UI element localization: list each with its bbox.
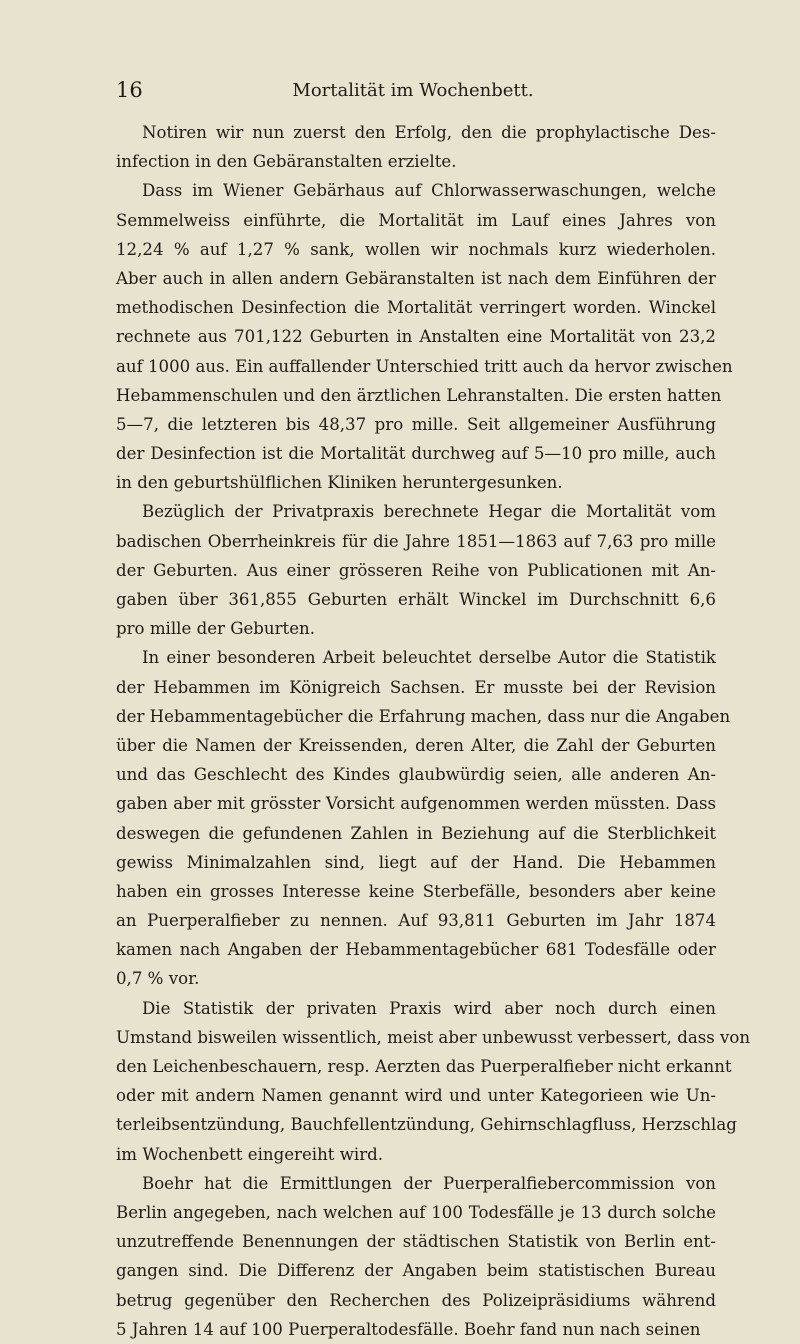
text-line: terleibsentzündung, Bauchfellentzündung, Gehirnschlagfluss, Herzschlag	[116, 1115, 737, 1135]
text-line: haben ein grosses Interesse keine Sterbefälle, besonders aber keine	[116, 881, 716, 901]
text-line: gaben über 361,855 Geburten erhält Winckel im Durchschnitt 6,6	[116, 590, 716, 609]
text-line: im Wochenbett eingereiht wird.	[116, 1144, 384, 1164]
text-line: und das Geschlecht des Kindes glaubwürdig seien, alle anderen An-	[116, 765, 716, 785]
text-line: kamen nach Angaben der Hebammentagebücher 681 Todesfälle oder	[116, 940, 716, 960]
text-line: gewiss Minimalzahlen sind, liegt auf der Hand. Die Hebammen	[116, 852, 716, 872]
paragraph	[116, 994, 751, 1169]
text-line: Die Statistik der privaten Praxis wird aber noch durch einen	[142, 998, 716, 1018]
paragraph	[116, 1169, 716, 1344]
text-line: oder mit andern Namen genannt wird und unter Kategorieen wie Un-	[116, 1086, 716, 1106]
body-text	[116, 118, 751, 1344]
text-line: gangen sind. Die Differenz der Angaben beim statistischen Bureau	[116, 1261, 716, 1281]
text-line: in den geburtshülflichen Kliniken heruntergesunken.	[116, 473, 563, 493]
text-line: Boehr hat die Ermittlungen der Puerperalfiebercommission von	[142, 1173, 716, 1193]
text-line: In einer besonderen Arbeit beleuchtet derselbe Autor die Statistik	[142, 648, 716, 668]
text-line: 0,7 % vor.	[116, 969, 200, 989]
text-line: Dass im Wiener Gebärhaus auf Chlorwasserwaschungen, welche	[142, 181, 716, 201]
text-line: pro mille der Geburten.	[116, 619, 315, 639]
text-line: badischen Oberrheinkreis für die Jahre 1851—1863 auf 7,63 pro mille	[116, 531, 716, 551]
text-line: betrug gegenüber den Recherchen des Polizeipräsidiums während	[116, 1290, 716, 1310]
text-line: Notiren wir nun zuerst den Erfolg, den die prophylactische Des-	[142, 123, 716, 142]
text-line: der Desinfection ist die Mortalität durchweg auf 5—10 pro mille, auch	[116, 444, 716, 464]
text-line: 12,24 % auf 1,27 % sank, wollen wir nochmals kurz wiederholen.	[116, 239, 716, 259]
paragraph	[116, 643, 731, 993]
paragraph	[116, 118, 716, 176]
text-line: unzutreffende Benennungen der städtischen Statistik von Berlin ent-	[116, 1232, 716, 1252]
text-line: gaben aber mit grösster Vorsicht aufgenommen werden müssten. Dass	[116, 794, 716, 814]
text-line: der Hebammen im Königreich Sachsen. Er musste bei der Revision	[116, 677, 716, 697]
text-line: Berlin angegeben, nach welchen auf 100 Todesfälle je 13 durch solche	[116, 1202, 716, 1222]
text-line: den Leichenbeschauern, resp. Aerzten das Puerperalfieber nicht erkannt	[116, 1057, 732, 1076]
text-line: Umstand bisweilen wissentlich, meist aber unbewusst verbessert, dass von	[116, 1027, 751, 1047]
text-line: 5—7, die letzteren bis 48,37 pro mille. Seit allgemeiner Ausführung	[116, 414, 716, 434]
text-line: 5 Jahren 14 auf 100 Puerperaltodesfälle. Boehr fand nun nach seinen	[116, 1319, 701, 1339]
text-line: auf 1000 aus. Ein auffallender Unterschied tritt auch da hervor zwischen	[116, 356, 733, 376]
text-line: deswegen die gefundenen Zahlen in Beziehung auf die Sterblichkeit	[116, 823, 716, 843]
page-number: 16	[116, 78, 143, 102]
text-line: Aber auch in allen andern Gebäranstalten ist nach dem Einführen der	[116, 268, 716, 288]
running-title: Mortalität im Wochenbett.	[292, 80, 534, 101]
page-header	[116, 78, 710, 108]
paragraph	[116, 176, 733, 497]
text-line: über die Namen der Kreissenden, deren Alter, die Zahl der Geburten	[116, 735, 716, 755]
text-line: der Hebammentagebücher die Erfahrung machen, dass nur die Angaben	[116, 706, 731, 726]
paragraph	[116, 497, 716, 643]
text-line: an Puerperalfieber zu nennen. Auf 93,811 Geburten im Jahr 1874	[116, 911, 716, 931]
text-line: Bezüglich der Privatpraxis berechnete Hegar die Mortalität vom	[142, 502, 716, 522]
text-line: rechnete aus 701,122 Geburten in Anstalten eine Mortalität von 23,2	[116, 327, 716, 347]
text-line: Semmelweiss einführte, die Mortalität im Lauf eines Jahres von	[116, 210, 716, 230]
text-line: Hebammenschulen und den ärztlichen Lehranstalten. Die ersten hatten	[116, 385, 722, 405]
text-line: der Geburten. Aus einer grösseren Reihe von Publicationen mit An-	[116, 560, 716, 580]
text-line: methodischen Desinfection die Mortalität verringert worden. Winckel	[116, 298, 716, 318]
text-line: infection in den Gebäranstalten erzielte.	[116, 152, 457, 172]
